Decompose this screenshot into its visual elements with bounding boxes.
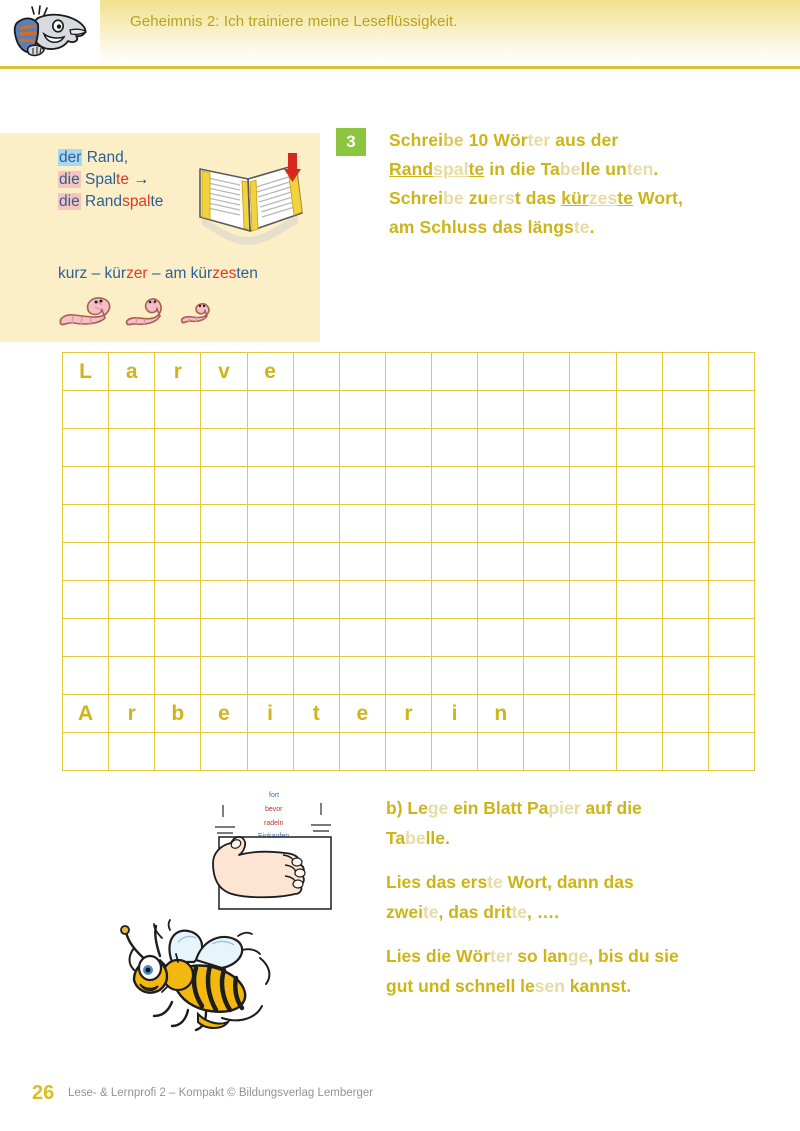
grid-cell-r7-c3[interactable] (155, 581, 201, 619)
task3-run-1-2: be (443, 130, 464, 150)
task3-run-2-5: be (559, 159, 581, 179)
grid-cell-r10-c5[interactable]: i (247, 695, 293, 733)
grid-cell-r3-c9[interactable] (432, 429, 478, 467)
grid-cell-r7-c9[interactable] (432, 581, 478, 619)
grid-cell-r2-c15[interactable] (708, 391, 754, 429)
grid-cell-r2-c2[interactable] (109, 391, 155, 429)
grid-cell-r6-c8[interactable] (385, 543, 431, 581)
infobox-line-2 (58, 169, 163, 191)
grid-cell-r5-c6[interactable] (293, 505, 339, 543)
task3-line-3 (389, 184, 789, 213)
header-band (0, 0, 800, 66)
grid-cell-r11-c7[interactable] (339, 733, 385, 771)
grid-cell-r4-c3[interactable] (155, 467, 201, 505)
grid-cell-r1-c6[interactable] (293, 353, 339, 391)
grid-cell-r11-c5[interactable] (247, 733, 293, 771)
grid-cell-r6-c5[interactable] (247, 543, 293, 581)
grid-cell-r2-c10[interactable] (478, 391, 524, 429)
grid-cell-r6-c4[interactable] (201, 543, 247, 581)
grid-cell-r1-c4[interactable]: v (201, 353, 247, 391)
section-b-p3-run-2-1: gut und schnell le (386, 976, 535, 996)
grid-cell-r2-c9[interactable] (432, 391, 478, 429)
grid-cell-r5-c7[interactable] (339, 505, 385, 543)
task3-run-4-2: te (573, 217, 590, 237)
grid-cell-r1-c3[interactable]: r (155, 353, 201, 391)
grid-cell-r4-c4[interactable] (201, 467, 247, 505)
grid-row (63, 467, 755, 505)
infobox-word-list (58, 147, 163, 213)
grid-cell-r7-c14[interactable] (662, 581, 708, 619)
grid-cell-r5-c15[interactable] (708, 505, 754, 543)
section-b-p2-run-2-1: zwei (386, 902, 423, 922)
grid-cell-r8-c11[interactable] (524, 619, 570, 657)
grid-cell-r11-c2[interactable] (109, 733, 155, 771)
grid-cell-r4-c2[interactable] (109, 467, 155, 505)
section-b-p2-run-2-5: , …. (527, 902, 560, 922)
task3-run-3-9: Wort, (633, 188, 683, 208)
grid-row (63, 619, 755, 657)
section-b-p1-run-1-1: b) Le (386, 798, 428, 818)
grid-cell-r2-c12[interactable] (570, 391, 616, 429)
infobox-article-die-2: die (59, 193, 80, 210)
grid-cell-r7-c15[interactable] (708, 581, 754, 619)
grid-cell-r10-c11[interactable] (524, 695, 570, 733)
comparison-part-1: kurz – kür (58, 265, 127, 282)
grid-cell-r7-c7[interactable] (339, 581, 385, 619)
task3-run-3-8: te (617, 188, 634, 208)
section-b-p2-run-2-3: , das drit (438, 902, 512, 922)
grid-cell-r3-c13[interactable] (616, 429, 662, 467)
grid-cell-r8-c12[interactable] (570, 619, 616, 657)
grid-cell-r2-c11[interactable] (524, 391, 570, 429)
grid-row (63, 353, 755, 391)
grid-cell-r9-c12[interactable] (570, 657, 616, 695)
open-book-with-margin-icon (190, 151, 310, 249)
grid-cell-r11-c4[interactable] (201, 733, 247, 771)
grid-cell-r7-c6[interactable] (293, 581, 339, 619)
vocabulary-infobox (0, 133, 320, 342)
grid-cell-r1-c10[interactable] (478, 353, 524, 391)
section-b-p1-run-2-3: lle. (425, 828, 450, 848)
grid-cell-r2-c1[interactable] (63, 391, 109, 429)
grid-cell-r5-c12[interactable] (570, 505, 616, 543)
section-b-paragraph-1 (386, 793, 766, 853)
grid-cell-r9-c3[interactable] (155, 657, 201, 695)
section-b-p1-run-1-2: ge (427, 798, 449, 818)
grid-cell-r9-c13[interactable] (616, 657, 662, 695)
paper-word-3: radeln (264, 820, 284, 827)
grid-cell-r5-c4[interactable] (201, 505, 247, 543)
grid-cell-r5-c9[interactable] (432, 505, 478, 543)
infobox-noun-spal: Spal (80, 171, 117, 188)
grid-cell-r7-c4[interactable] (201, 581, 247, 619)
right-arrow-icon: → (133, 171, 150, 188)
grid-cell-r9-c10[interactable] (478, 657, 524, 695)
grid-cell-r11-c9[interactable] (432, 733, 478, 771)
grid-cell-r6-c14[interactable] (662, 543, 708, 581)
grid-cell-r9-c7[interactable] (339, 657, 385, 695)
task3-run-3-1: Schrei (389, 188, 444, 208)
grid-cell-r6-c6[interactable] (293, 543, 339, 581)
comparison-part-4: zes (212, 265, 237, 282)
grid-cell-r10-c7[interactable]: e (339, 695, 385, 733)
grid-cell-r4-c14[interactable] (662, 467, 708, 505)
section-b-p2-line-1 (386, 867, 766, 897)
footer-copyright: Lese- & Lernprofi 2 – Kompakt © Bildungsverlag Lemberger (68, 1087, 374, 1099)
grid-cell-r5-c14[interactable] (662, 505, 708, 543)
grid-cell-r8-c7[interactable] (339, 619, 385, 657)
infobox-compound-spal: spal (122, 193, 151, 210)
grid-cell-r10-c13[interactable] (616, 695, 662, 733)
section-b-p3-run-1-3: so lan (512, 946, 568, 966)
grid-row (63, 657, 755, 695)
section-b-p3-line-2 (386, 971, 766, 1001)
grid-cell-r1-c5[interactable]: e (247, 353, 293, 391)
grid-cell-r4-c1[interactable] (63, 467, 109, 505)
grid-cell-r5-c13[interactable] (616, 505, 662, 543)
grid-cell-r8-c9[interactable] (432, 619, 478, 657)
grid-cell-r9-c5[interactable] (247, 657, 293, 695)
grid-cell-r9-c9[interactable] (432, 657, 478, 695)
grid-cell-r9-c4[interactable] (201, 657, 247, 695)
grid-cell-r3-c3[interactable] (155, 429, 201, 467)
grid-cell-r4-c13[interactable] (616, 467, 662, 505)
grid-cell-r10-c10[interactable]: n (478, 695, 524, 733)
grid-cell-r1-c9[interactable] (432, 353, 478, 391)
grid-cell-r2-c13[interactable] (616, 391, 662, 429)
section-b-p1-run-1-5: auf die (580, 798, 642, 818)
grid-cell-r9-c6[interactable] (293, 657, 339, 695)
task3-run-2-2: spal (433, 159, 469, 179)
task3-run-3-2: be (443, 188, 464, 208)
infobox-article-der: der (59, 149, 82, 166)
grid-cell-r10-c3[interactable]: b (155, 695, 201, 733)
grid-cell-r7-c13[interactable] (616, 581, 662, 619)
task3-run-3-6: kür (561, 188, 589, 208)
grid-cell-r6-c1[interactable] (63, 543, 109, 581)
grid-cell-r10-c15[interactable] (708, 695, 754, 733)
grid-cell-r4-c10[interactable] (478, 467, 524, 505)
grid-cell-r3-c15[interactable] (708, 429, 754, 467)
section-b-p3-run-1-1: Lies die Wör (386, 946, 491, 966)
grid-cell-r2-c5[interactable] (247, 391, 293, 429)
section-b-p1-run-2-1: Ta (386, 828, 406, 848)
grid-cell-r6-c12[interactable] (570, 543, 616, 581)
grid-cell-r11-c8[interactable] (385, 733, 431, 771)
grid-cell-r5-c2[interactable] (109, 505, 155, 543)
infobox-compound-rand: Rand (80, 193, 123, 210)
task3-run-2-7: ten (626, 159, 654, 179)
grid-cell-r11-c6[interactable] (293, 733, 339, 771)
grid-cell-r7-c8[interactable] (385, 581, 431, 619)
grid-cell-r1-c15[interactable] (708, 353, 754, 391)
letter-grid-table[interactable] (62, 352, 755, 771)
task3-line-1 (389, 126, 789, 155)
grid-cell-r10-c12[interactable] (570, 695, 616, 733)
grid-cell-r4-c11[interactable] (524, 467, 570, 505)
grid-cell-r10-c9[interactable]: i (432, 695, 478, 733)
grid-cell-r5-c5[interactable] (247, 505, 293, 543)
comparison-part-3: – am kür (147, 265, 213, 282)
section-b-p3-run-2-2: sen (534, 976, 565, 996)
grid-cell-r7-c1[interactable] (63, 581, 109, 619)
cartoon-mouse-icon (8, 4, 92, 62)
grid-cell-r3-c4[interactable] (201, 429, 247, 467)
task3-run-2-1: Rand (389, 159, 434, 179)
grid-row (63, 505, 755, 543)
grid-cell-r3-c8[interactable] (385, 429, 431, 467)
grid-cell-r10-c8[interactable]: r (385, 695, 431, 733)
section-b-p1-line-2 (386, 823, 766, 853)
grid-cell-r4-c15[interactable] (708, 467, 754, 505)
grid-cell-r4-c12[interactable] (570, 467, 616, 505)
grid-cell-r2-c3[interactable] (155, 391, 201, 429)
grid-cell-r1-c2[interactable]: a (109, 353, 155, 391)
grid-cell-r4-c9[interactable] (432, 467, 478, 505)
grid-cell-r6-c11[interactable] (524, 543, 570, 581)
hand-on-paper-over-table-icon (205, 785, 365, 910)
grid-cell-r3-c2[interactable] (109, 429, 155, 467)
grid-cell-r8-c8[interactable] (385, 619, 431, 657)
grid-cell-r11-c12[interactable] (570, 733, 616, 771)
grid-cell-r2-c7[interactable] (339, 391, 385, 429)
section-b-p1-run-1-3: ein Blatt Pa (448, 798, 549, 818)
task3-line-4 (389, 213, 789, 242)
grid-cell-r3-c6[interactable] (293, 429, 339, 467)
grid-cell-r3-c7[interactable] (339, 429, 385, 467)
grid-cell-r7-c12[interactable] (570, 581, 616, 619)
paper-word-2: bevor (265, 806, 283, 813)
grid-cell-r10-c4[interactable]: e (201, 695, 247, 733)
header-divider (0, 66, 800, 69)
page-footer (32, 1082, 772, 1108)
task3-run-2-6: lle un (580, 159, 627, 179)
grid-cell-r11-c15[interactable] (708, 733, 754, 771)
grid-row (63, 581, 755, 619)
task3-run-3-5: t das (514, 188, 562, 208)
page-header (0, 0, 800, 72)
section-b-p2-run-1-3: Wort, dann das (502, 872, 634, 892)
grid-cell-r8-c4[interactable] (201, 619, 247, 657)
infobox-comparison-text (58, 265, 258, 283)
grid-cell-r4-c5[interactable] (247, 467, 293, 505)
grid-cell-r5-c11[interactable] (524, 505, 570, 543)
task3-run-2-4: in die Ta (484, 159, 560, 179)
grid-cell-r6-c9[interactable] (432, 543, 478, 581)
section-b-p1-run-1-4: pier (548, 798, 581, 818)
grid-cell-r11-c13[interactable] (616, 733, 662, 771)
grid-cell-r8-c14[interactable] (662, 619, 708, 657)
infobox-noun-rand: Rand, (82, 149, 129, 166)
grid-cell-r9-c15[interactable] (708, 657, 754, 695)
task3-run-1-5: aus der (550, 130, 619, 150)
task3-run-2-8: . (653, 159, 659, 179)
grid-cell-r9-c11[interactable] (524, 657, 570, 695)
grid-cell-r5-c8[interactable] (385, 505, 431, 543)
section-b-p2-run-2-2: te (422, 902, 439, 922)
grid-cell-r9-c14[interactable] (662, 657, 708, 695)
grid-row (63, 733, 755, 771)
grid-row (63, 695, 755, 733)
grid-row (63, 429, 755, 467)
section-b-p2-run-1-1: Lies das ers (386, 872, 488, 892)
task-number-badge: 3 (336, 128, 366, 156)
grid-cell-r8-c1[interactable] (63, 619, 109, 657)
grid-cell-r11-c10[interactable] (478, 733, 524, 771)
task3-run-1-4: ter (527, 130, 551, 150)
grid-cell-r6-c3[interactable] (155, 543, 201, 581)
infobox-line-1 (58, 147, 163, 169)
task3-run-2-3: te (468, 159, 485, 179)
grid-cell-r1-c13[interactable] (616, 353, 662, 391)
grid-cell-r11-c1[interactable] (63, 733, 109, 771)
grid-cell-r8-c5[interactable] (247, 619, 293, 657)
grid-cell-r10-c2[interactable]: r (109, 695, 155, 733)
grid-row (63, 543, 755, 581)
infobox-line-3 (58, 191, 163, 213)
grid-cell-r7-c11[interactable] (524, 581, 570, 619)
section-b-p3-run-1-2: ter (490, 946, 513, 966)
grid-cell-r2-c6[interactable] (293, 391, 339, 429)
grid-cell-r6-c7[interactable] (339, 543, 385, 581)
grid-cell-r1-c11[interactable] (524, 353, 570, 391)
grid-cell-r7-c5[interactable] (247, 581, 293, 619)
grid-cell-r1-c8[interactable] (385, 353, 431, 391)
task3-run-3-7: zes (588, 188, 618, 208)
section-b-p3-run-2-3: kannst. (564, 976, 632, 996)
section-b-p1-line-1 (386, 793, 766, 823)
grid-cell-r3-c1[interactable] (63, 429, 109, 467)
grid-cell-r2-c14[interactable] (662, 391, 708, 429)
infobox-noun-te: te (116, 171, 129, 188)
grid-cell-r2-c8[interactable] (385, 391, 431, 429)
section-b-paragraph-2 (386, 867, 766, 927)
grid-cell-r11-c11[interactable] (524, 733, 570, 771)
grid-cell-r4-c7[interactable] (339, 467, 385, 505)
grid-row (63, 391, 755, 429)
section-b-p1-run-2-2: be (405, 828, 426, 848)
task3-run-1-1: Schrei (389, 130, 444, 150)
grid-cell-r8-c15[interactable] (708, 619, 754, 657)
grid-cell-r1-c7[interactable] (339, 353, 385, 391)
task3-run-3-3: zu (463, 188, 489, 208)
grid-cell-r8-c3[interactable] (155, 619, 201, 657)
grid-cell-r11-c3[interactable] (155, 733, 201, 771)
section-b-p2-line-2 (386, 897, 766, 927)
grid-cell-r6-c15[interactable] (708, 543, 754, 581)
grid-cell-r8-c2[interactable] (109, 619, 155, 657)
section-b-p2-run-1-2: te (487, 872, 503, 892)
grid-cell-r9-c8[interactable] (385, 657, 431, 695)
grid-cell-r1-c14[interactable] (662, 353, 708, 391)
grid-cell-r3-c12[interactable] (570, 429, 616, 467)
comparison-part-5: ten (236, 265, 258, 282)
grid-cell-r8-c6[interactable] (293, 619, 339, 657)
grid-cell-r10-c6[interactable]: t (293, 695, 339, 733)
grid-cell-r3-c11[interactable] (524, 429, 570, 467)
paper-word-1: fort (269, 792, 280, 799)
header-title: Geheimnis 2: Ich trainiere meine Leseflüssigkeit. (130, 13, 458, 30)
grid-cell-r11-c14[interactable] (662, 733, 708, 771)
grid-cell-r5-c10[interactable] (478, 505, 524, 543)
grid-cell-r1-c12[interactable] (570, 353, 616, 391)
grid-cell-r6-c13[interactable] (616, 543, 662, 581)
grid-cell-r9-c1[interactable] (63, 657, 109, 695)
task3-run-3-4: ers (488, 188, 515, 208)
grid-cell-r8-c13[interactable] (616, 619, 662, 657)
infobox-compound-te: te (150, 193, 164, 210)
infobox-article-die-1: die (59, 171, 80, 188)
grid-cell-r10-c1[interactable]: A (63, 695, 109, 733)
section-b-p3-run-1-4: ge (567, 946, 589, 966)
section-b-p3-run-1-5: , bis du sie (588, 946, 679, 966)
three-pink-worms-icon (55, 288, 235, 336)
grid-cell-r3-c5[interactable] (247, 429, 293, 467)
grid-cell-r4-c8[interactable] (385, 467, 431, 505)
grid-cell-r8-c10[interactable] (478, 619, 524, 657)
comparison-part-2: zer (126, 265, 148, 282)
task3-run-1-3: 10 Wör (463, 130, 528, 150)
task-3-instructions (389, 126, 789, 242)
grid-cell-r5-c3[interactable] (155, 505, 201, 543)
grid-cell-r7-c2[interactable] (109, 581, 155, 619)
section-b-paragraph-3 (386, 941, 766, 1001)
section-b-instructions (386, 793, 766, 1015)
grid-cell-r10-c14[interactable] (662, 695, 708, 733)
grid-cell-r2-c4[interactable] (201, 391, 247, 429)
grid-cell-r6-c10[interactable] (478, 543, 524, 581)
grid-cell-r4-c6[interactable] (293, 467, 339, 505)
section-b-p3-line-1 (386, 941, 766, 971)
section-b-p2-run-2-4: te (511, 902, 528, 922)
page-number: 26 (32, 1082, 55, 1104)
grid-cell-r3-c14[interactable] (662, 429, 708, 467)
task3-run-4-1: am Schluss das längs (389, 217, 574, 237)
grid-cell-r9-c2[interactable] (109, 657, 155, 695)
grid-cell-r7-c10[interactable] (478, 581, 524, 619)
task3-run-4-3: . (589, 217, 595, 237)
grid-cell-r6-c2[interactable] (109, 543, 155, 581)
cartoon-bee-icon (110, 918, 300, 1038)
grid-cell-r3-c10[interactable] (478, 429, 524, 467)
grid-cell-r1-c1[interactable]: L (63, 353, 109, 391)
task3-line-2 (389, 155, 789, 184)
grid-cell-r5-c1[interactable] (63, 505, 109, 543)
